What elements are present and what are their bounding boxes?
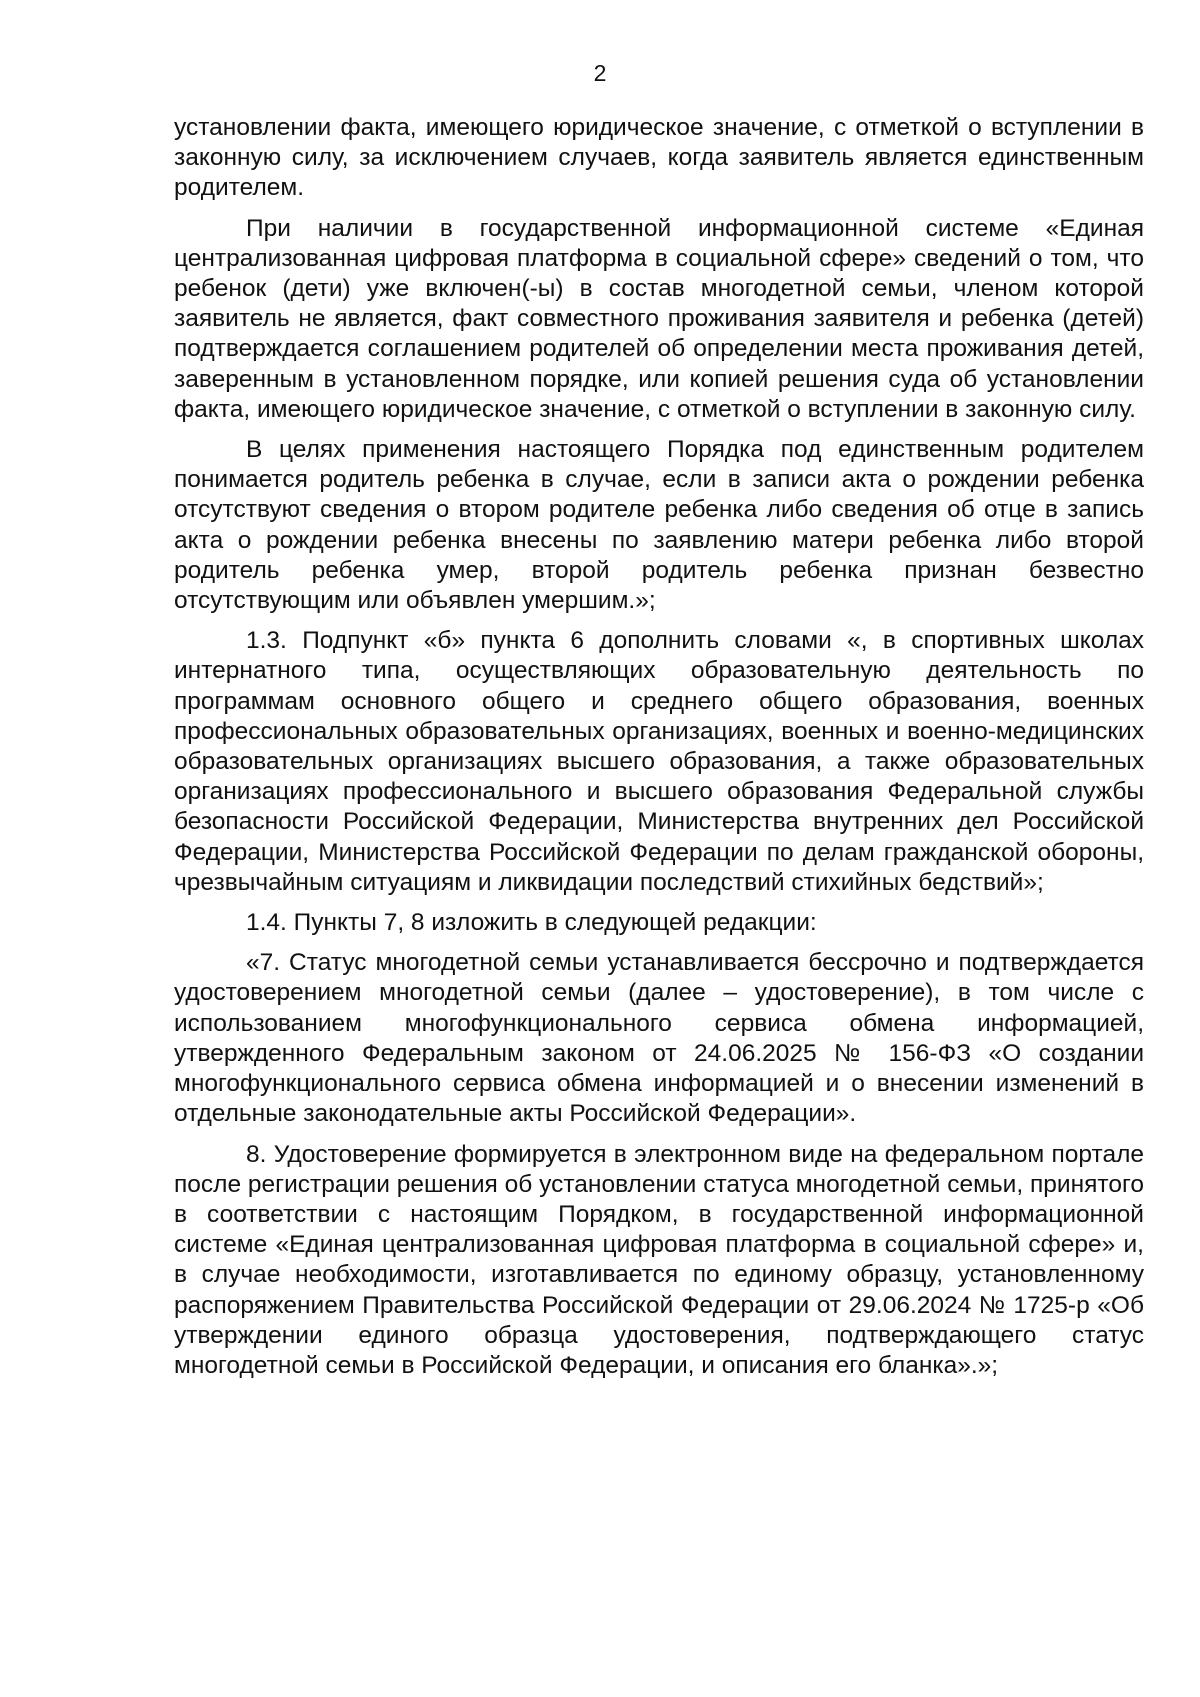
paragraph-single-parent-evidence: При наличии в государственной информационной системе «Единая централизованная цифровая платформа в социальной сфере» сведений о том, что ребенок (дети) уже включен(-ы) в состав многодетной семьи, членом которой заявитель не является, факт совместного проживания заявителя и ребенка (детей) подтверждается соглашением родителей об определении места проживания детей, заверенным в установленном порядке, или копией решения суда об установлении факта, имеющего юридическое значение, с отметкой о вступлении в законную силу. (174, 214, 1144, 423)
paragraph-item-1-3: 1.3. Подпункт «б» пункта 6 дополнить словами «, в спортивных школах интернатного типа, осуществляющих образовательную деятельность по программам основного общего и среднего общего образования, военных профессиональных образовательных организациях, военных и военно-медицинских образовательных организациях высшего образования, а также образовательных организациях профессионального и высшего образования Федеральной службы безопасности Российской Федерации, Министерства внутренних дел Российской Федерации, Министерства Российской Федерации по делам гражданской обороны, чрезвычайным ситуациям и ликвидации последствий стихийных бедствий»; (174, 627, 1144, 896)
paragraph-item-1-4: 1.4. Пункты 7, 8 изложить в следующей редакции: (246, 909, 817, 937)
paragraph-single-parent-definition: В целях применения настоящего Порядка под единственным родителем понимается родитель ребенка в случае, если в записи акта о рождении ребенка отсутствуют сведения о втором родителе ребенка либо сведения об отце в запись акта о рождении ребенка внесены по заявлению матери ребенка либо второй родитель ребенка умер, второй родитель ребенка признан безвестно отсутствующим или объявлен умершим.»; (174, 436, 1144, 615)
paragraph-clause-8: 8. Удостоверение формируется в электронном виде на федеральном портале после регистрации решения об установлении статуса многодетной семьи, принятого в соответствии с настоящим Порядком, в государственной информационной системе «Единая централизованная цифровая платформа в социальной сфере» и, в случае необходимости, изготавливается по единому образцу, установленному распоряжением Правительства Российской Федерации от 29.06.2024 № 1725-р «Об утверждении единого образца удостоверения, подтверждающего статус многодетной семьи в Российской Федерации, и описания его бланка».»; (174, 1140, 1144, 1379)
paragraph-continuation: установлении факта, имеющего юридическое значение, с отметкой о вступлении в законную силу, за исключением случаев, когда заявитель является единственным родителем. (174, 114, 1144, 202)
document-body (174, 113, 1144, 1391)
paragraph-clause-7: «7. Статус многодетной семьи устанавливается бессрочно и подтверждается удостоверением многодетной семьи (далее – удостоверение), в том числе с использованием многофункционального сервиса обмена информацией, утвержденного Федеральным законом от 24.06.2025 № 156-ФЗ «О создании многофункционального сервиса обмена информацией и о внесении изменений в отдельные законодательные акты Российской Федерации». (174, 949, 1144, 1128)
page-number: 2 (593, 60, 607, 86)
